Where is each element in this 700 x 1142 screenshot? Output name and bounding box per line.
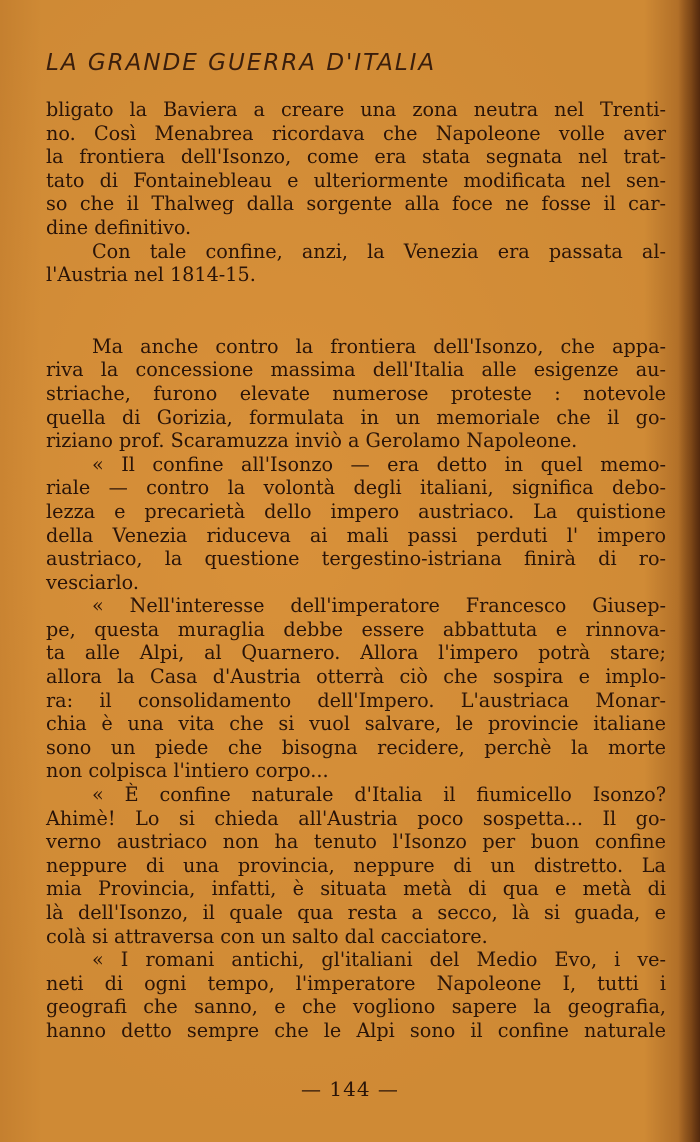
running-head: LA GRANDE GUERRA D'ITALIA	[46, 50, 437, 76]
page-number: — 144 —	[301, 1077, 399, 1101]
text-line: Con tale confine, anzi, la Venezia era passata al-	[92, 239, 666, 263]
text-line: pe, questa muraglia debbe essere abbattuta e rinnova-	[46, 617, 666, 641]
spine-shadow	[678, 0, 700, 1142]
text-line: « I romani antichi, gl'italiani del Medio Evo, i ve-	[92, 948, 666, 972]
paragraph	[46, 335, 666, 453]
text-line: riva la concessione massima dell'Italia alle esigenze au-	[46, 358, 666, 382]
text-line: mia Provincia, infatti, è situata metà di qua e metà di	[46, 877, 666, 901]
text-line: non colpisca l'intiero corpo...	[46, 759, 329, 783]
text-line: colà si attraversa con un salto dal cacciatore.	[46, 924, 488, 948]
text-line: vesciarlo.	[46, 570, 139, 594]
text-line: bligato la Baviera a creare una zona neutra nel Trenti-	[46, 98, 666, 121]
text-line: là dell'Isonzo, il quale qua resta a secco, là si guada, e	[46, 901, 666, 924]
text-line: lezza e precarietà dello impero austriaco. La quistione	[46, 499, 666, 523]
text-line: chia è una vita che si vuol salvare, le provincie italiane	[46, 712, 666, 736]
paragraph	[46, 594, 666, 783]
text-line: no. Così Menabrea ricordava che Napoleone volle aver	[46, 121, 666, 145]
text-line: « Il confine all'Isonzo — era detto in quel memo-	[92, 452, 666, 476]
text-line: della Venezia riduceva ai mali passi perduti l' impero	[46, 523, 666, 547]
text-line: riziano prof. Scaramuzza inviò a Gerolamo Napoleone.	[46, 429, 578, 453]
text-line: quella di Gorizia, formulata in un memoriale che il go-	[46, 405, 666, 429]
text-line: allora la Casa d'Austria otterrà ciò che sospira e implo-	[46, 665, 666, 689]
text-line: « Nell'interesse dell'imperatore Francesco Giusep-	[92, 594, 666, 618]
text-line: Ahimè! Lo si chieda all'Austria poco sospetta... Il go-	[46, 806, 666, 830]
body-text	[46, 98, 666, 1043]
text-line: Ma anche contro la frontiera dell'Isonzo, che appa-	[92, 334, 666, 358]
text-line: ra: il consolidamento dell'Impero. L'austriaca Monar-	[46, 688, 666, 712]
text-line: striache, furono elevate numerose proteste : notevole	[46, 381, 666, 405]
paragraph	[46, 453, 666, 595]
paragraph	[46, 783, 666, 948]
text-line: geografi che sanno, e che vogliono sapere la geografia,	[46, 995, 666, 1019]
text-line: riale — contro la volontà degli italiani, significa debo-	[46, 476, 666, 500]
text-line: « È confine naturale d'Italia il fiumicello Isonzo?	[92, 783, 666, 807]
paragraph	[46, 98, 666, 240]
text-line: l'Austria nel 1814-15.	[46, 263, 256, 287]
text-line: so che il Thalweg dalla sorgente alla foce ne fosse il car-	[46, 192, 666, 216]
text-line: austriaco, la questione tergestino-istriana finirà di ro-	[46, 547, 666, 571]
text-line: tato di Fontainebleau e ulteriormente modificata nel sen-	[46, 168, 666, 192]
text-line: la frontiera dell'Isonzo, come era stata segnata nel trat-	[46, 145, 666, 169]
text-line: dine definitivo.	[46, 215, 192, 239]
text-line: sono un piede che bisogna recidere, perchè la morte	[46, 735, 666, 759]
section-gap	[46, 287, 666, 335]
paragraph	[46, 948, 666, 1042]
text-line: hanno detto sempre che le Alpi sono il confine naturale	[46, 1018, 666, 1042]
text-line: ta alle Alpi, al Quarnero. Allora l'impero potrà stare;	[46, 641, 666, 665]
text-line: neppure di una provincia, neppure di un distretto. La	[46, 853, 666, 877]
text-line: verno austriaco non ha tenuto l'Isonzo per buon confine	[46, 830, 666, 854]
paragraph	[46, 240, 666, 287]
text-line: neti di ogni tempo, l'imperatore Napoleone I, tutti i	[46, 971, 666, 995]
